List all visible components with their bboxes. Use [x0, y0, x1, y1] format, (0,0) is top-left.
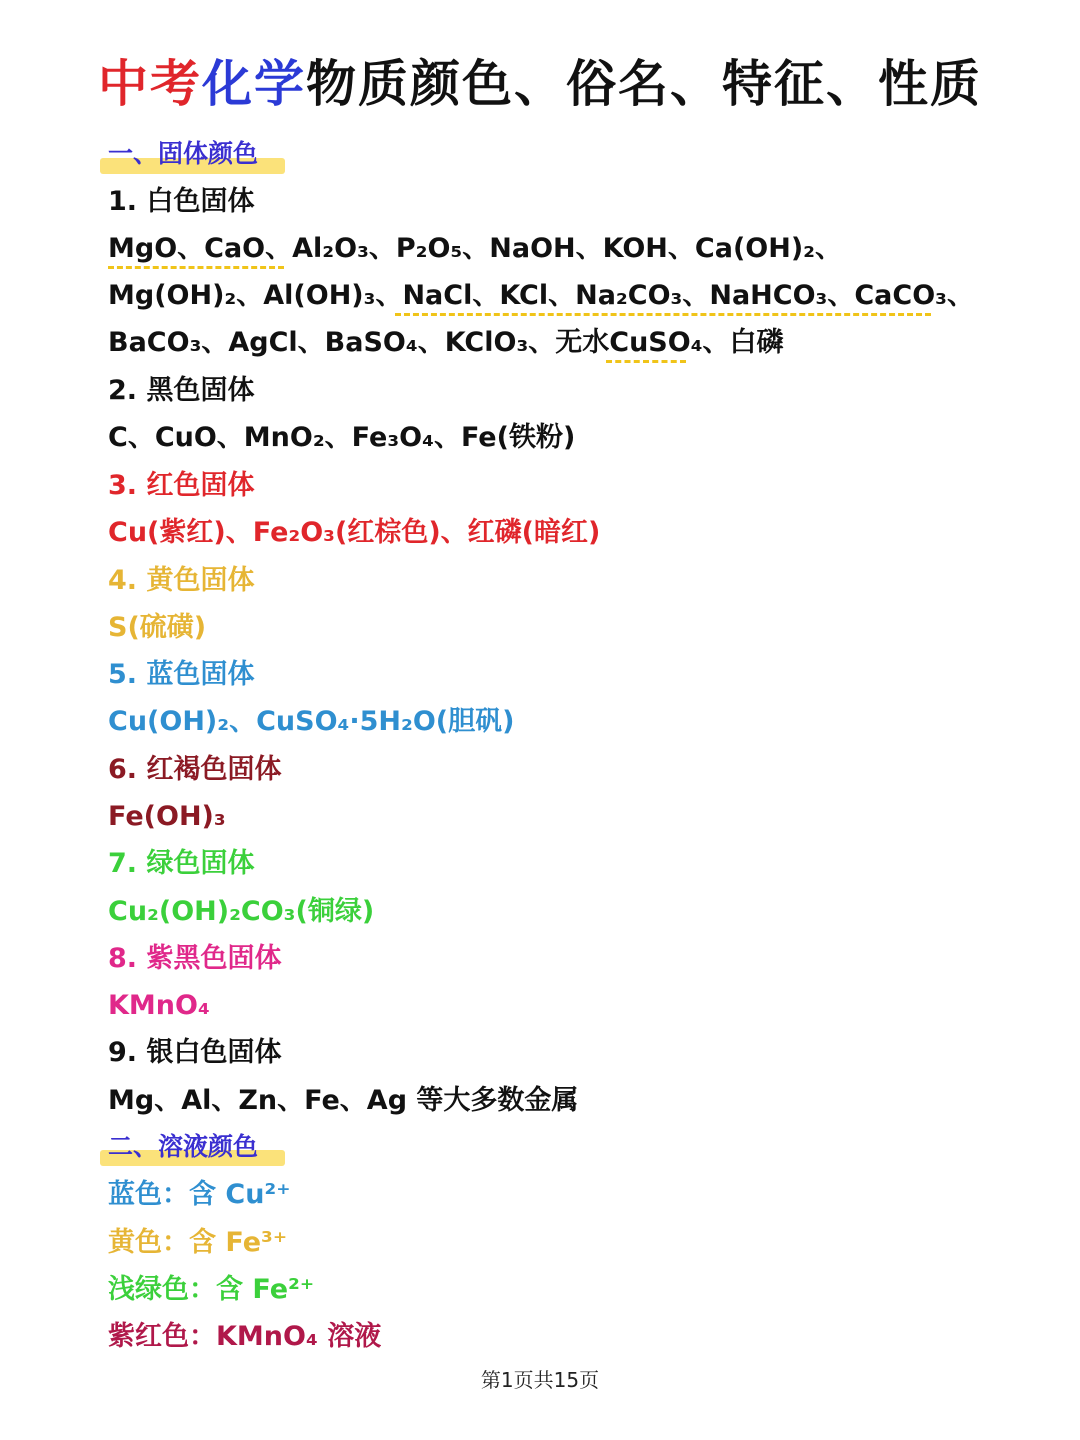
solution-purple-red: 紫红色：KMnO₄ 溶液	[108, 1321, 382, 1352]
underline-mark	[395, 313, 931, 316]
title-part-zhongkao: 中考	[98, 55, 202, 113]
red-brown-solids-list: Fe(OH)₃	[108, 801, 226, 832]
heading-yellow-solid: 4. 黄色固体	[108, 565, 255, 596]
title-part-huaxue: 化学	[202, 55, 306, 113]
heading-purple-black-solid: 8. 紫黑色固体	[108, 943, 282, 974]
heading-green-solid: 7. 绿色固体	[108, 848, 255, 879]
title-part-rest: 物质颜色、俗名、特征、性质	[306, 55, 982, 113]
heading-blue-solid: 5. 蓝色固体	[108, 659, 255, 690]
black-solids-list: C、CuO、MnO₂、Fe₃O₄、Fe(铁粉)	[108, 422, 576, 453]
solution-blue: 蓝色：含 Cu²⁺	[108, 1179, 291, 1210]
heading-silver-white-solid: 9. 银白色固体	[108, 1037, 282, 1068]
solution-yellow: 黄色：含 Fe³⁺	[108, 1227, 288, 1258]
white-solids-line-1: MgO、CaO、Al₂O₃、P₂O₅、NaOH、KOH、Ca(OH)₂、	[108, 233, 842, 264]
heading-red-solid: 3. 红色固体	[108, 470, 255, 501]
red-solids-list: Cu(紫红)、Fe₂O₃(红棕色)、红磷(暗红)	[108, 517, 601, 548]
blue-solids-list: Cu(OH)₂、CuSO₄·5H₂O(胆矾)	[108, 706, 515, 737]
section-heading-solution-colors: 二、溶液颜色	[108, 1132, 259, 1161]
purple-black-solids-list: KMnO₄	[108, 990, 210, 1021]
heading-black-solid: 2. 黑色固体	[108, 375, 255, 406]
heading-red-brown-solid: 6. 红褐色固体	[108, 754, 282, 785]
white-solids-line-3: BaCO₃、AgCl、BaSO₄、KClO₃、无水CuSO₄、白磷	[108, 327, 784, 358]
underline-mark	[108, 266, 284, 269]
page-title	[0, 44, 1080, 116]
heading-white-solid: 1. 白色固体	[108, 186, 255, 217]
underline-mark	[606, 360, 686, 363]
yellow-solids-list: S(硫磺)	[108, 612, 207, 643]
silver-white-solids-list: Mg、Al、Zn、Fe、Ag 等大多数金属	[108, 1085, 579, 1116]
page-footer: 第1页共15页	[480, 1368, 600, 1392]
solution-light-green: 浅绿色：含 Fe²⁺	[108, 1274, 315, 1305]
section-heading-solid-colors: 一、固体颜色	[108, 139, 259, 168]
green-solids-list: Cu₂(OH)₂CO₃(铜绿)	[108, 896, 375, 927]
white-solids-line-2: Mg(OH)₂、Al(OH)₃、NaCl、KCl、Na₂CO₃、NaHCO₃、CaCO₃、	[108, 280, 974, 311]
